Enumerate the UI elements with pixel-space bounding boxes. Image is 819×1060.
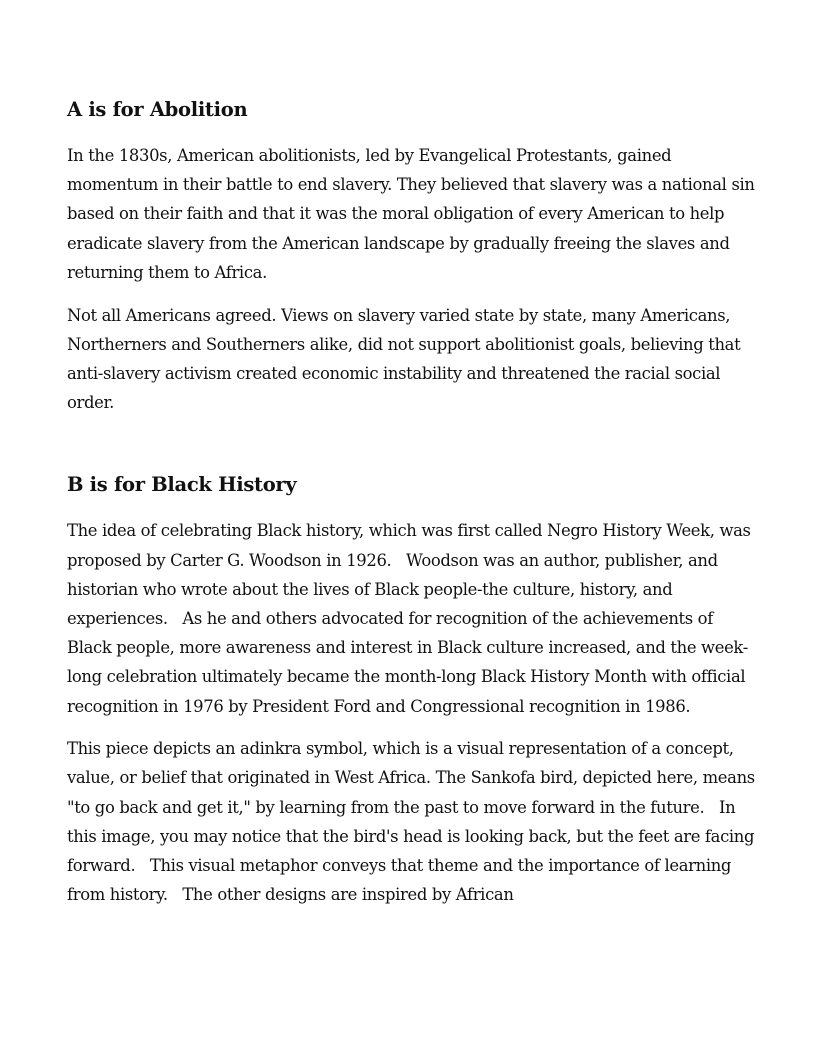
section-title: A is for Abolition <box>67 98 248 121</box>
document-page <box>67 96 760 923</box>
section-title: B is for Black History <box>67 473 297 497</box>
section-black-history <box>67 471 760 909</box>
paragraph: The idea of celebrating Black history, which was first called Negro History Week, was proposed by Carter G. Woodson in 1926. Woodson was an author, publisher, and historian who wrote about the lives of Black people-the culture, history, and experiences. As he and others advocated for recognition of the achievements of Black people, more awareness and interest in Black culture increased, and the week-long celebration ultimately became the month-long Black History Month with official recognition in 1976 by President Ford and Congressional recognition in 1986. <box>67 521 756 716</box>
paragraph: Not all Americans agreed. Views on slavery varied state by state, many Americans, Northerners and Southerners alike, did not support abolitionist goals, believing that anti-slavery activism created economic instability and threatened the racial social order. <box>67 305 746 413</box>
section-abolition <box>67 96 760 417</box>
paragraph: In the 1830s, American abolitionists, led by Evangelical Protestants, gained momentum in their battle to end slavery. They believed that slavery was a national sin based on their faith and that it was the moral obligation of every American to help eradicate slavery from the American landscape by gradually freeing the slaves and returning them to Africa. <box>67 146 760 282</box>
paragraph: This piece depicts an adinkra symbol, which is a visual representation of a concept, value, or belief that originated in West Africa. The Sankofa bird, depicted here, means "to go back and get it," by learning from the past to move forward in the future. In this image, you may notice that the bird's head is looking back, but the feet are facing forward. This visual metaphor conveys that theme and the importance of learning from history. The other designs are inspired by African <box>67 739 760 905</box>
